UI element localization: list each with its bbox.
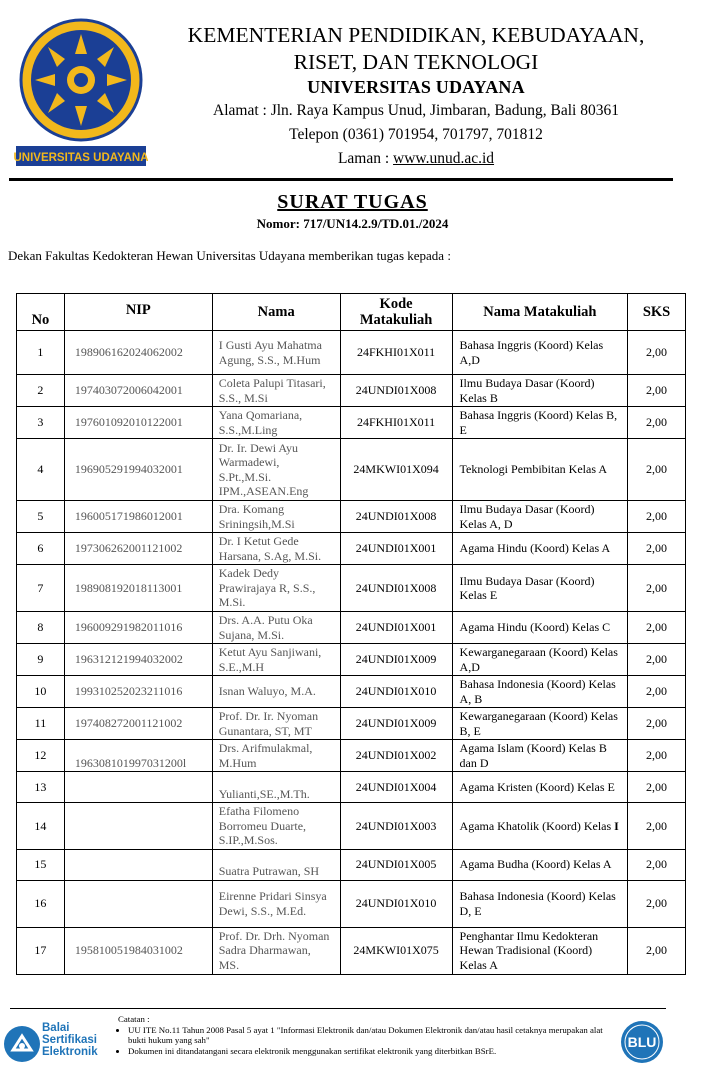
row-matakuliah: Bahasa Inggris (Koord) Kelas A,D [452, 331, 628, 375]
row-kode: 24UNDI01X004 [340, 772, 452, 803]
row-kode: 24FKHI01X011 [340, 407, 452, 439]
row-no: 13 [17, 772, 65, 803]
bsre-logo [0, 1020, 112, 1064]
row-nama: Coleta Palupi Titasari, S.S., M.Si [212, 375, 340, 407]
row-no: 4 [17, 439, 65, 501]
row-kode: 24UNDI01X009 [340, 644, 452, 676]
row-kode: 24MKWI01X094 [340, 439, 452, 501]
row-no: 7 [17, 565, 65, 612]
table-row [17, 612, 686, 644]
table-row [17, 331, 686, 375]
row-sks: 2,00 [628, 644, 686, 676]
row-sks: 2,00 [628, 533, 686, 565]
row-no: 12 [17, 740, 65, 772]
row-matakuliah: Agama Kristen (Koord) Kelas E [452, 772, 628, 803]
row-nip: 195810051984031002 [64, 927, 212, 974]
row-no: 15 [17, 849, 65, 880]
row-nip: 197403072006042001 [64, 375, 212, 407]
table-row [17, 772, 686, 803]
table-row [17, 708, 686, 740]
table-row [17, 439, 686, 501]
row-kode: 24FKHI01X011 [340, 331, 452, 375]
row-kode: 24MKWI01X075 [340, 927, 452, 974]
row-matakuliah-text: Agama Khatolik (Koord) Kelas [459, 818, 612, 833]
row-kode: 24UNDI01X005 [340, 849, 452, 880]
table-row [17, 533, 686, 565]
ministry-line2: RISET, DAN TEKNOLOGI [293, 50, 539, 74]
table-header-row [17, 294, 686, 331]
row-matakuliah: Kewarganegaraan (Koord) Kelas B, E [452, 708, 628, 740]
assignment-table [16, 293, 686, 975]
website [156, 147, 676, 171]
table-row [17, 407, 686, 439]
row-no: 17 [17, 927, 65, 974]
row-nama: Ketut Ayu Sanjiwani, S.E.,M.H [212, 644, 340, 676]
intro-text: Dekan Fakultas Kedokteran Hewan Universitas Udayana memberikan tugas kepada : [8, 248, 451, 263]
row-sks: 2,00 [628, 331, 686, 375]
row-matakuliah: Ilmu Budaya Dasar (Koord) Kelas B [452, 375, 628, 407]
row-nip: 198906162024062002 [64, 331, 212, 375]
row-nama: I Gusti Ayu Mahatma Agung, S.S., M.Hum [212, 331, 340, 375]
row-nama: Suatra Putrawan, SH [212, 849, 340, 880]
row-kode: 24UNDI01X001 [340, 612, 452, 644]
row-matakuliah: Ilmu Budaya Dasar (Koord) Kelas E [452, 565, 628, 612]
row-no: 9 [17, 644, 65, 676]
row-sks: 2,00 [628, 407, 686, 439]
bsre-icon [2, 1024, 42, 1064]
row-sks: 2,00 [628, 565, 686, 612]
row-no: 16 [17, 880, 65, 927]
row-sks: 2,00 [628, 501, 686, 533]
row-nama: Eirenne Pridari Sinsya Dewi, S.S., M.Ed. [212, 880, 340, 927]
row-nip: 197601092010122001 [64, 407, 212, 439]
ministry-line1: KEMENTERIAN PENDIDIKAN, KEBUDAYAAN, [187, 23, 645, 47]
row-no: 14 [17, 803, 65, 850]
header-no: No [17, 294, 65, 331]
bsre-text [42, 1022, 98, 1058]
row-no: 11 [17, 708, 65, 740]
row-sks: 2,00 [628, 849, 686, 880]
website-link[interactable]: www.unud.ac.id [393, 150, 495, 167]
header-sks: SKS [628, 294, 686, 331]
bsre-line3: Elektronik [42, 1046, 98, 1058]
row-matakuliah: Agama Budha (Koord) Kelas A [452, 849, 628, 880]
row-sks: 2,00 [628, 772, 686, 803]
row-nip [64, 772, 212, 803]
row-kode: 24UNDI01X003 [340, 803, 452, 850]
row-matakuliah: Bahasa Indonesia (Koord) Kelas A, B [452, 676, 628, 708]
footer-divider [10, 1008, 666, 1009]
blu-text: BLU [627, 1034, 657, 1050]
row-no: 3 [17, 407, 65, 439]
table-row [17, 644, 686, 676]
letterhead [156, 22, 676, 171]
logo-text: UNIVERSITAS UDAYANA [14, 152, 148, 164]
row-nama: Prof. Dr. Ir. Nyoman Gunantara, ST, MT [212, 708, 340, 740]
phone: Telepon (0361) 701954, 701797, 701812 [289, 126, 543, 143]
row-no: 2 [17, 375, 65, 407]
row-matakuliah: Teknologi Pembibitan Kelas A [452, 439, 628, 501]
table-row [17, 676, 686, 708]
table-row [17, 740, 686, 772]
document-number: Nomor: 717/UN14.2.9/TD.01./2024 [256, 216, 449, 231]
row-matakuliah: Penghantar Ilmu Kedokteran Hewan Tradisional (Koord) Kelas A [452, 927, 628, 974]
address: Alamat : Jln. Raya Kampus Unud, Jimbaran, Badung, Bali 80361 [213, 102, 619, 119]
row-kode: 24UNDI01X010 [340, 676, 452, 708]
row-nip: 196905291994032001 [64, 439, 212, 501]
row-nip [64, 803, 212, 850]
row-no: 5 [17, 501, 65, 533]
footer-notes [118, 1014, 608, 1056]
row-sks: 2,00 [628, 439, 686, 501]
row-nip: 196005171986012001 [64, 501, 212, 533]
header-kode: Kode Matakuliah [340, 294, 452, 331]
row-sks: 2,00 [628, 375, 686, 407]
row-nip: 196312121994032002 [64, 644, 212, 676]
row-nama: Dr. I Ketut Gede Harsana, S.Ag, M.Si. [212, 533, 340, 565]
row-nip: 197306262001121002 [64, 533, 212, 565]
row-nama: Drs. Arifmulakmal, M.Hum [212, 740, 340, 772]
row-nip: 196009291982011016 [64, 612, 212, 644]
row-matakuliah: Bahasa Inggris (Koord) Kelas B, E [452, 407, 628, 439]
row-nip: 198908192018113001 [64, 565, 212, 612]
row-sks: 2,00 [628, 880, 686, 927]
row-matakuliah-bold: I [614, 818, 619, 833]
bsre-line2: Sertifikasi [42, 1034, 97, 1046]
row-no: 8 [17, 612, 65, 644]
row-nama: Isnan Waluyo, M.A. [212, 676, 340, 708]
row-nama: Yulianti,SE.,M.Th. [212, 772, 340, 803]
document-title: SURAT TUGAS [277, 191, 428, 213]
table-row [17, 375, 686, 407]
row-matakuliah: Agama Islam (Koord) Kelas B dan D [452, 740, 628, 772]
row-nama: Dr. Ir. Dewi Ayu Warmadewi, S.Pt.,M.Si. IPM.,ASEAN.Eng [212, 439, 340, 501]
row-nama: Drs. A.A. Putu Oka Sujana, M.Si. [212, 612, 340, 644]
row-kode: 24UNDI01X008 [340, 565, 452, 612]
table-row [17, 501, 686, 533]
row-nama: Dra. Komang Sriningsih,M.Si [212, 501, 340, 533]
row-sks: 2,00 [628, 676, 686, 708]
row-kode: 24UNDI01X008 [340, 501, 452, 533]
row-nama: Efatha Filomeno Borromeu Duarte, S.IP.,M.Sos. [212, 803, 340, 850]
website-label: Laman : [337, 150, 394, 167]
row-matakuliah: Ilmu Budaya Dasar (Koord) Kelas A, D [452, 501, 628, 533]
row-sks: 2,00 [628, 803, 686, 850]
row-matakuliah: Bahasa Indonesia (Koord) Kelas D, E [452, 880, 628, 927]
row-sks: 2,00 [628, 708, 686, 740]
row-nama: Prof. Dr. Drh. Nyoman Sadra Dharmawan, MS. [212, 927, 340, 974]
row-nama: Kadek Dedy Prawirajaya R, S.S., M.Si. [212, 565, 340, 612]
note-ite: • UU ITE No.11 Tahun 2008 Pasal 5 ayat 1 "Informasi Elektronik dan/atau Dokumen Elektronik dan/atau hasil cetaknya merupakan alat bukti hukum yang sah" [128, 1025, 608, 1046]
row-no: 1 [17, 331, 65, 375]
header-divider [9, 178, 673, 181]
row-sks: 2,00 [628, 927, 686, 974]
row-nip: 197408272001121002 [64, 708, 212, 740]
row-sks: 2,00 [628, 740, 686, 772]
table-row [17, 803, 686, 850]
bsre-line1: Balai [42, 1022, 70, 1034]
row-sks: 2,00 [628, 612, 686, 644]
table-row [17, 565, 686, 612]
row-no: 6 [17, 533, 65, 565]
table-row [17, 849, 686, 880]
table-row [17, 880, 686, 927]
row-nip: 199310252023211016 [64, 676, 212, 708]
row-matakuliah: Agama Hindu (Koord) Kelas A [452, 533, 628, 565]
notes-title: Catatan : [118, 1014, 150, 1024]
row-no: 10 [17, 676, 65, 708]
row-matakuliah: Agama Hindu (Koord) Kelas C [452, 612, 628, 644]
row-nip: 196308101997031200l [64, 740, 212, 772]
blu-logo [620, 1020, 664, 1064]
row-kode: 24UNDI01X009 [340, 708, 452, 740]
row-kode: 24UNDI01X001 [340, 533, 452, 565]
row-matakuliah [452, 803, 628, 850]
table-row [17, 927, 686, 974]
university-logo [14, 16, 148, 166]
table-body [17, 331, 686, 975]
row-kode: 24UNDI01X002 [340, 740, 452, 772]
row-matakuliah: Kewarganegaraan (Koord) Kelas A,D [452, 644, 628, 676]
university-name: UNIVERSITAS UDAYANA [307, 77, 525, 97]
header-nama: Nama [212, 294, 340, 331]
row-nama: Yana Qomariana, S.S.,M.Ling [212, 407, 340, 439]
row-kode: 24UNDI01X008 [340, 375, 452, 407]
header-matakuliah: Nama Matakuliah [452, 294, 628, 331]
note-bsre: • Dokumen ini ditandatangani secara elektronik menggunakan sertifikat elektronik yang diterbitkan BSrE. [128, 1046, 608, 1057]
header-nip: NIP [64, 294, 212, 331]
row-nip [64, 849, 212, 880]
row-kode: 24UNDI01X010 [340, 880, 452, 927]
row-nip [64, 880, 212, 927]
